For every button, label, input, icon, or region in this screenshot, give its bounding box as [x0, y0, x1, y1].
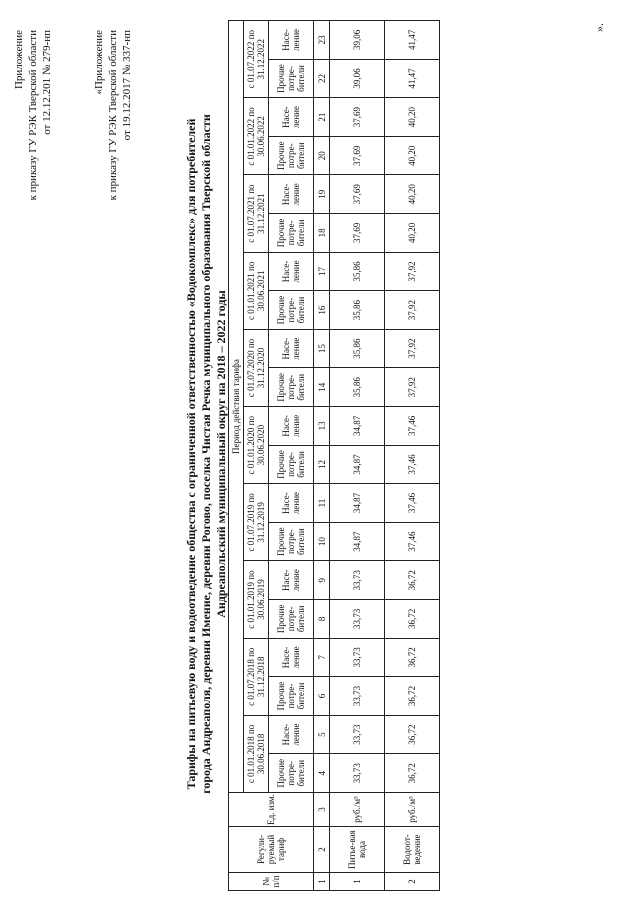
header-group-population: Насе-ление — [269, 407, 314, 446]
appendix-block-previous — [92, 30, 134, 200]
appendix-order-date: от 12.12.201 № 279-нп — [41, 30, 53, 135]
tariff-value: 36,72 — [385, 677, 440, 716]
row-number: 1 — [330, 873, 385, 891]
header-row-groups — [269, 21, 314, 891]
header-unit: Ед. изм. — [229, 793, 314, 827]
tariff-value: 37,92 — [385, 368, 440, 407]
header-row-period — [229, 21, 244, 891]
column-number: 3 — [314, 793, 330, 827]
tariff-value: 37,69 — [330, 98, 385, 137]
title-line: Андреапольский муниципальный округ на 2018 – 2022 годы — [214, 290, 228, 618]
header-period-date: с 01.01.2020 по 30.06.2020 — [244, 407, 269, 484]
column-number: 4 — [314, 754, 330, 793]
tariff-value: 40,20 — [385, 175, 440, 214]
header-group-population: Насе-ление — [269, 21, 314, 60]
column-number: 13 — [314, 407, 330, 446]
tariff-value: 33,73 — [330, 677, 385, 716]
table-row — [330, 21, 385, 891]
closing-quote-mark: ». — [592, 23, 606, 32]
tariff-value: 37,92 — [385, 329, 440, 368]
tariff-value: 39,06 — [330, 59, 385, 98]
header-group-other: Прочие потре-бители — [269, 522, 314, 561]
appendix-block-current — [12, 30, 54, 200]
tariff-value: 33,73 — [330, 561, 385, 600]
column-number: 16 — [314, 291, 330, 330]
tariff-value: 41,47 — [385, 59, 440, 98]
header-group-population: Насе-ление — [269, 638, 314, 677]
header-group-population: Насе-ление — [269, 98, 314, 137]
row-tariff: Питье-вая вода — [330, 827, 385, 873]
tariff-value: 37,69 — [330, 175, 385, 214]
tariff-value: 33,73 — [330, 715, 385, 754]
appendix-order-ref: к приказу ГУ РЭК Тверской области — [107, 30, 119, 201]
tariff-value: 37,46 — [385, 484, 440, 523]
tariff-value: 41,47 — [385, 21, 440, 60]
column-number: 14 — [314, 368, 330, 407]
tariff-value: 40,20 — [385, 98, 440, 137]
appendix-order-date: от 19.12.2017 № 337-нп — [121, 30, 133, 141]
column-number: 18 — [314, 214, 330, 253]
header-group-other: Прочие потре-бители — [269, 368, 314, 407]
row-number: 2 — [385, 873, 440, 891]
column-number: 17 — [314, 252, 330, 291]
header-period-date: с 01.07.2020 по 31.12.2020 — [244, 329, 269, 406]
header-period-date: с 01.07.2019 по 31.12.2019 — [244, 484, 269, 561]
column-number: 19 — [314, 175, 330, 214]
header-group-other: Прочие потре-бители — [269, 754, 314, 793]
column-number: 23 — [314, 21, 330, 60]
column-number: 11 — [314, 484, 330, 523]
tariff-value: 36,72 — [385, 754, 440, 793]
header-group-other: Прочие потре-бители — [269, 59, 314, 98]
header-group-other: Прочие потре-бители — [269, 445, 314, 484]
header-number: № п/п — [229, 873, 314, 891]
column-number: 9 — [314, 561, 330, 600]
header-group-population: Насе-ление — [269, 329, 314, 368]
document-title — [184, 64, 229, 844]
header-group-population: Насе-ление — [269, 252, 314, 291]
tariff-value: 37,46 — [385, 445, 440, 484]
column-number: 10 — [314, 522, 330, 561]
header-period-date: с 01.01.2018 по 30.06.2018 — [244, 715, 269, 792]
title-line: Тарифы на питьевую воду и водоотведение общества с ограниченной ответственностью «Водокомплекс» для потребителей — [184, 118, 198, 790]
header-period-date: с 01.07.2018 по 31.12.2018 — [244, 638, 269, 715]
column-number: 21 — [314, 98, 330, 137]
column-number: 12 — [314, 445, 330, 484]
appendix-label: «Приложение — [93, 30, 105, 95]
tariff-value: 37,46 — [385, 522, 440, 561]
tariff-value: 39,06 — [330, 21, 385, 60]
column-number: 22 — [314, 59, 330, 98]
tariff-value: 34,87 — [330, 522, 385, 561]
appendix-order-ref: к приказу ГУ РЭК Тверской области — [27, 30, 39, 201]
tariff-value: 34,87 — [330, 484, 385, 523]
column-number: 5 — [314, 715, 330, 754]
tariff-value: 37,92 — [385, 291, 440, 330]
header-group-other: Прочие потре-бители — [269, 291, 314, 330]
column-number: 8 — [314, 600, 330, 639]
header-period: Период действия тарифа — [229, 21, 244, 793]
header-group-population: Насе-ление — [269, 484, 314, 523]
tariff-value: 36,72 — [385, 600, 440, 639]
tariff-value: 36,72 — [385, 638, 440, 677]
tariff-value: 36,72 — [385, 715, 440, 754]
tariff-value: 37,46 — [385, 407, 440, 446]
tariff-value: 35,86 — [330, 329, 385, 368]
header-period-date: с 01.07.2021 по 31.12.2021 — [244, 175, 269, 252]
header-group-population: Насе-ление — [269, 561, 314, 600]
tariff-value: 33,73 — [330, 638, 385, 677]
tariff-value: 34,87 — [330, 407, 385, 446]
tariff-value: 33,73 — [330, 600, 385, 639]
header-period-date: с 01.07.2022 по 31.12.2022 — [244, 21, 269, 98]
tariff-value: 35,86 — [330, 252, 385, 291]
header-group-other: Прочие потре-бители — [269, 677, 314, 716]
column-number: 15 — [314, 329, 330, 368]
column-number: 20 — [314, 136, 330, 175]
header-row-dates — [244, 21, 269, 891]
tariff-value: 37,69 — [330, 214, 385, 253]
header-group-population: Насе-ление — [269, 175, 314, 214]
tariff-value: 35,86 — [330, 291, 385, 330]
header-row-column-numbers — [314, 21, 330, 891]
row-unit: руб./м³ — [385, 793, 440, 827]
tariff-value: 36,72 — [385, 561, 440, 600]
column-number: 1 — [314, 873, 330, 891]
table-row — [385, 21, 440, 891]
tariff-value: 40,20 — [385, 136, 440, 175]
row-tariff: Водоот-ведение — [385, 827, 440, 873]
tariff-value: 33,73 — [330, 754, 385, 793]
column-number: 6 — [314, 677, 330, 716]
header-group-other: Прочие потре-бители — [269, 600, 314, 639]
header-period-date: с 01.01.2019 по 30.06.2019 — [244, 561, 269, 638]
header-group-population: Насе-ление — [269, 715, 314, 754]
tariff-value: 40,20 — [385, 214, 440, 253]
header-group-other: Прочие потре-бители — [269, 214, 314, 253]
appendix-label: Приложение — [13, 30, 25, 90]
title-line: города Андреаполя, деревни Имение, деревни Рогово, поселка Чистая Речка муниципального образования Тверской области — [199, 114, 213, 794]
row-unit: руб./м³ — [330, 793, 385, 827]
tariff-value: 37,69 — [330, 136, 385, 175]
tariff-value: 37,92 — [385, 252, 440, 291]
header-tariff: Регули-руемый тариф — [229, 827, 314, 873]
column-number: 2 — [314, 827, 330, 873]
column-number: 7 — [314, 638, 330, 677]
tariff-value: 34,87 — [330, 445, 385, 484]
tariff-table — [228, 20, 440, 891]
header-group-other: Прочие потре-бители — [269, 136, 314, 175]
tariff-value: 35,86 — [330, 368, 385, 407]
header-period-date: с 01.01.2021 по 30.06.2021 — [244, 252, 269, 329]
header-period-date: с 01.01.2022 по 30.06.2022 — [244, 98, 269, 175]
